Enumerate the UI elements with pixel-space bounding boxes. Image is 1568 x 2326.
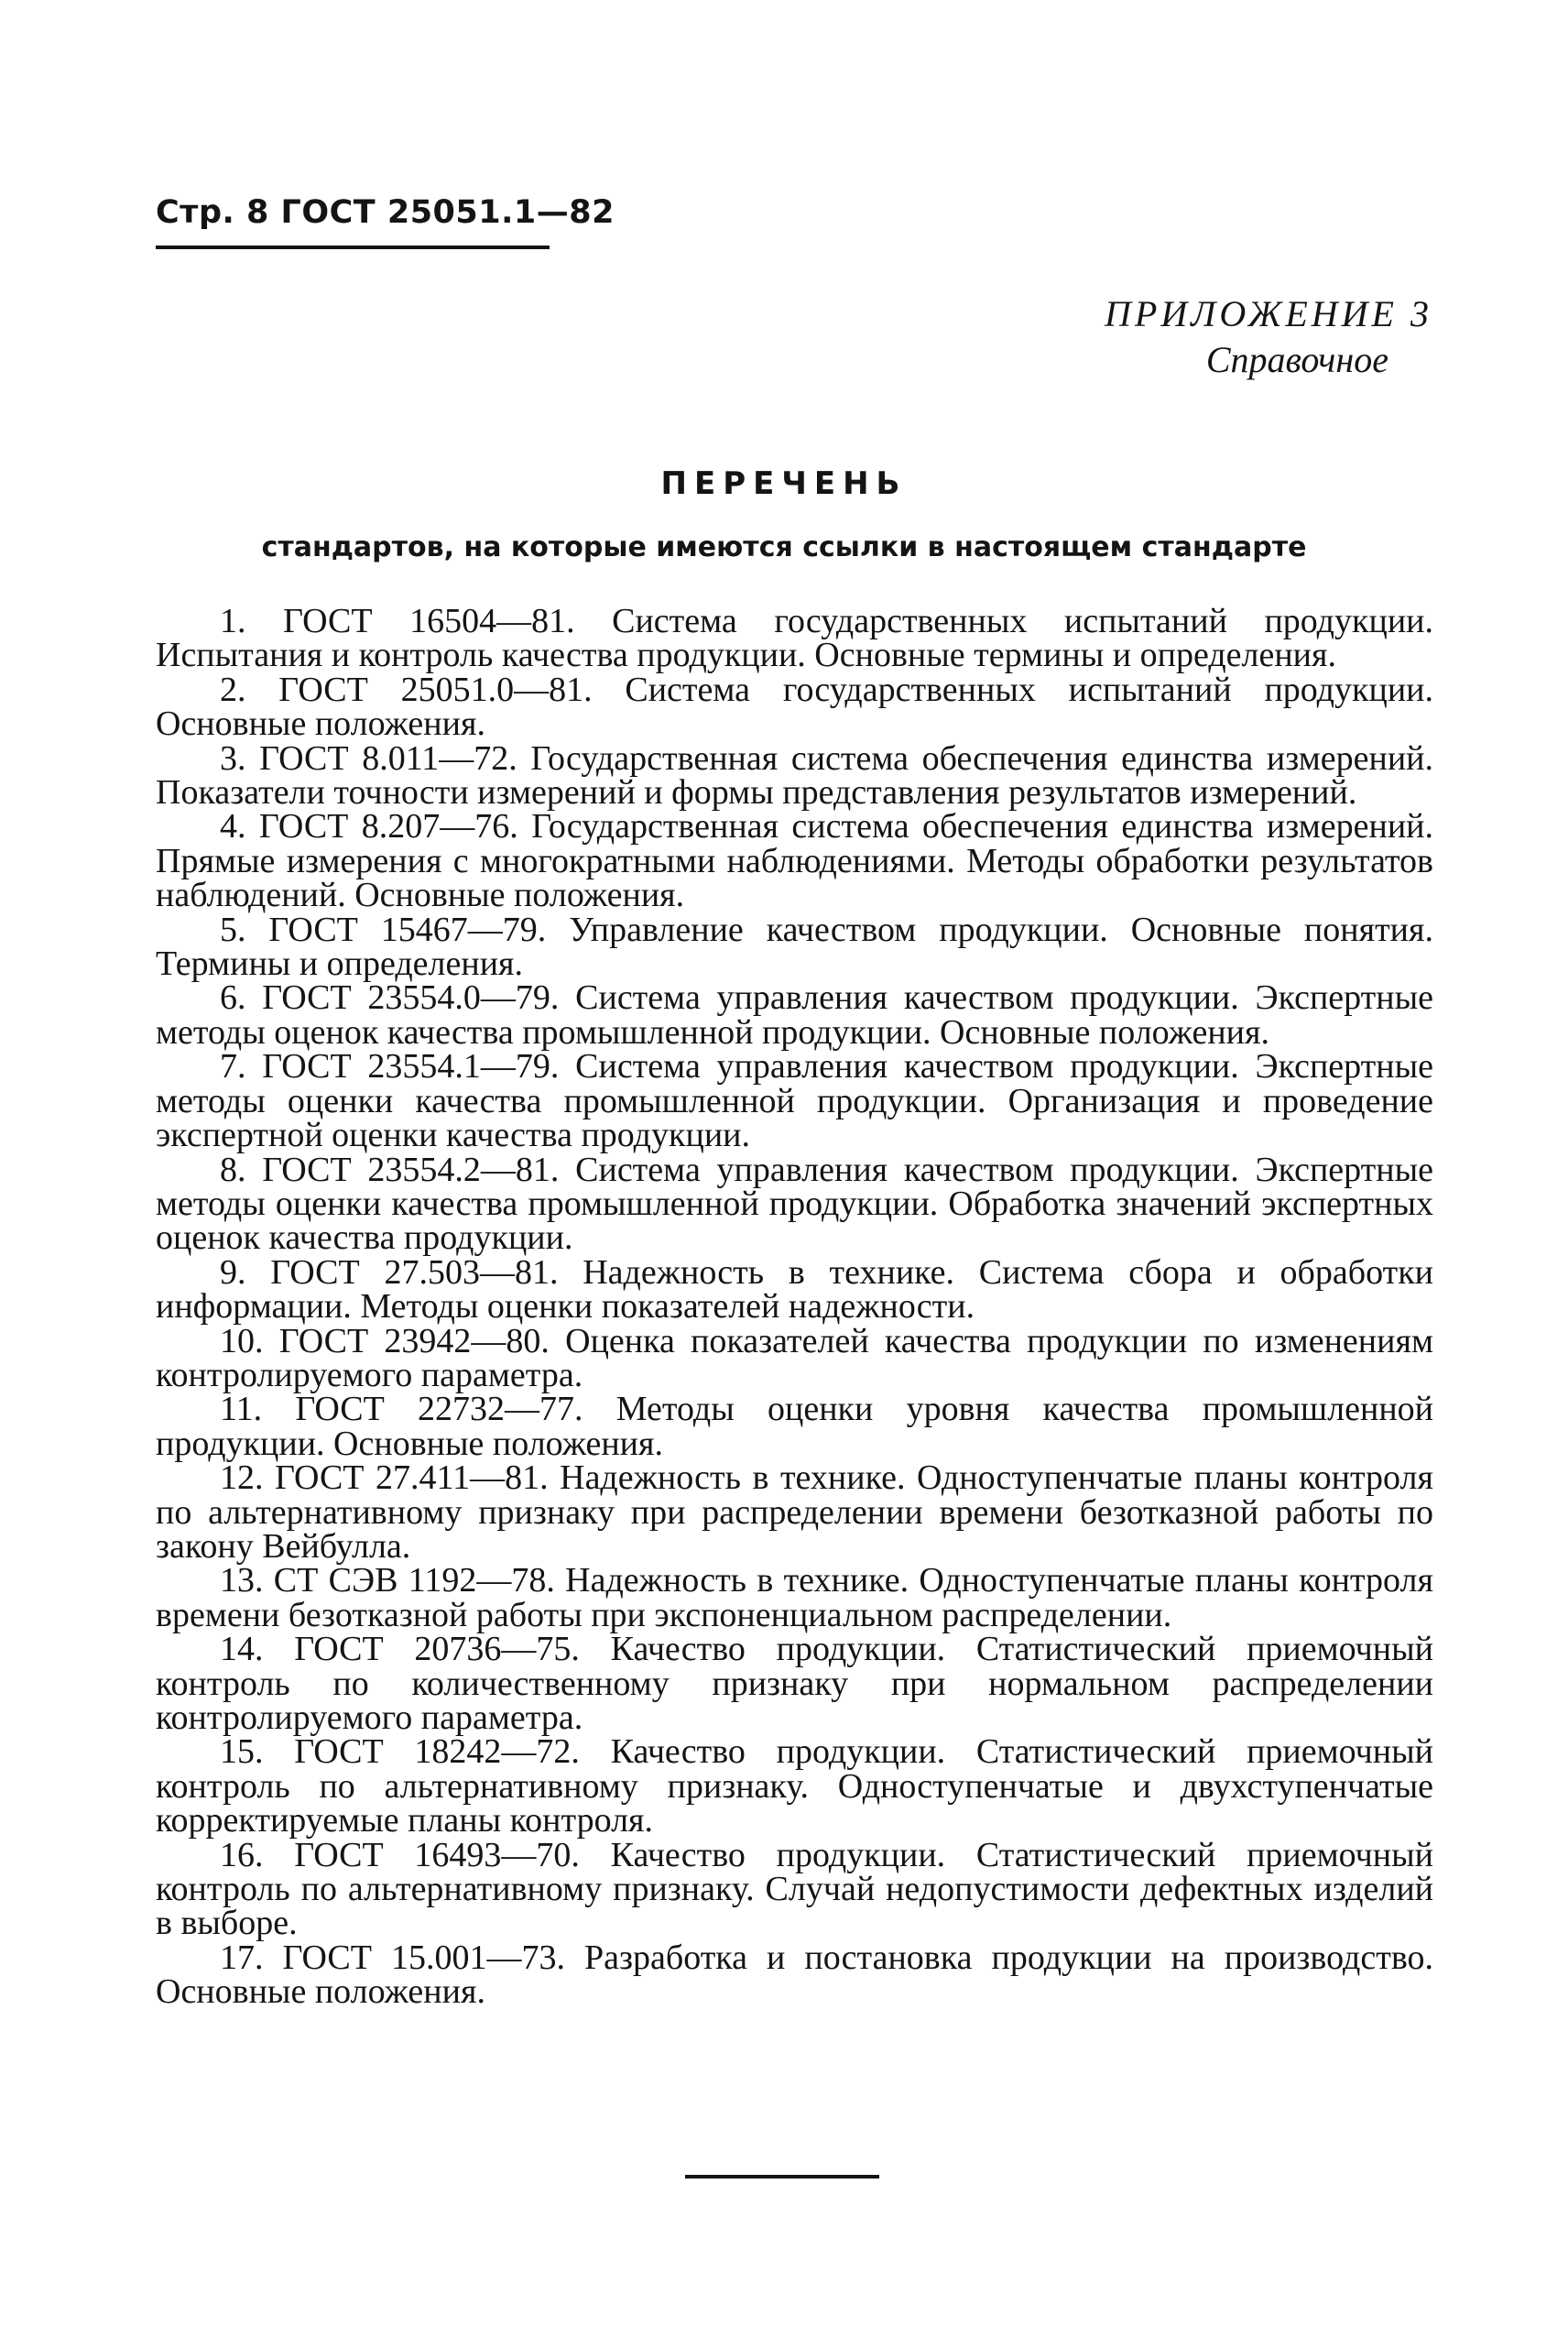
list-item: 16. ГОСТ 16493—70. Качество продукции. Статистический приемочный контроль по альтернативному признаку. Случай недопустимости дефектных изделий в выборе. (156, 1835, 1433, 1943)
footer-rule (685, 2175, 879, 2179)
list-item: 15. ГОСТ 18242—72. Качество продукции. Статистический приемочный контроль по альтернативному признаку. Одноступенчатые и двухступенчатые корректируемые планы контроля. (156, 1732, 1433, 1840)
list-item: 8. ГОСТ 23554.2—81. Система управления качеством продукции. Экспертные методы оценки качества промышленной продукции. Обработка значений экспертных оценок качества продукции. (156, 1150, 1433, 1258)
list-item: 10. ГОСТ 23942—80. Оценка показателей качества продукции по изменениям контролируемого параметра. (156, 1321, 1433, 1394)
list-item: 12. ГОСТ 27.411—81. Надежность в технике. Одноступенчатые планы контроля по альтернативному признаку при распределении времени безотказной работы по закону Вейбулла. (156, 1458, 1433, 1566)
running-header: Стр. 8 ГОСТ 25051.1—82 (156, 194, 615, 231)
appendix-type: Справочное (1205, 339, 1388, 380)
list-item: 14. ГОСТ 20736—75. Качество продукции. Статистический приемочный контроль по количественному признаку при нормальном распределении контролируемого параметра. (156, 1630, 1433, 1737)
list-item: 11. ГОСТ 22732—77. Методы оценки уровня качества промышленной продукции. Основные положения. (156, 1390, 1433, 1463)
appendix-heading (1105, 291, 1432, 383)
appendix-label: ПРИЛОЖЕНИЕ 3 (1105, 293, 1432, 334)
document-title: ПЕРЕЧЕНЬ (660, 465, 908, 502)
document-subtitle: стандартов, на которые имеются ссылки в настоящем стандарте (261, 531, 1307, 563)
list-item: 5. ГОСТ 15467—79. Управление качеством продукции. Основные понятия. Термины и определения. (156, 910, 1433, 984)
list-item: 13. СТ СЭВ 1192—78. Надежность в технике. Одноступенчатые планы контроля времени безотказной работы при экспоненциальном распределении. (156, 1561, 1433, 1634)
standards-list (156, 602, 1433, 2012)
list-item: 17. ГОСТ 15.001—73. Разработка и постановка продукции на производство. Основные положения. (156, 1938, 1433, 2012)
list-item: 7. ГОСТ 23554.1—79. Система управления качеством продукции. Экспертные методы оценки качества промышленной продукции. Организация и проведение экспертной оценки качества продукции. (156, 1047, 1433, 1155)
list-item: 6. ГОСТ 23554.0—79. Система управления качеством продукции. Экспертные методы оценок качества промышленной продукции. Основные положения. (156, 978, 1433, 1052)
list-item: 3. ГОСТ 8.011—72. Государственная система обеспечения единства измерений. Показатели точности измерений и формы представления результатов измерений. (156, 738, 1433, 813)
list-item: 9. ГОСТ 27.503—81. Надежность в технике. Система сбора и обработки информации. Методы оценки показателей надежности. (156, 1252, 1433, 1327)
list-item: 2. ГОСТ 25051.0—81. Система государственных испытаний продукции. Основные положения. (156, 670, 1433, 744)
list-item: 1. ГОСТ 16504—81. Система государственных испытаний продукции. Испытания и контроль качества продукции. Основные термины и определения. (156, 602, 1433, 675)
header-rule (156, 246, 550, 249)
list-item: 4. ГОСТ 8.207—76. Государственная система обеспечения единства измерений. Прямые измерения с многократными наблюдениями. Методы обработки результатов наблюдений. Основные положения. (156, 807, 1433, 915)
